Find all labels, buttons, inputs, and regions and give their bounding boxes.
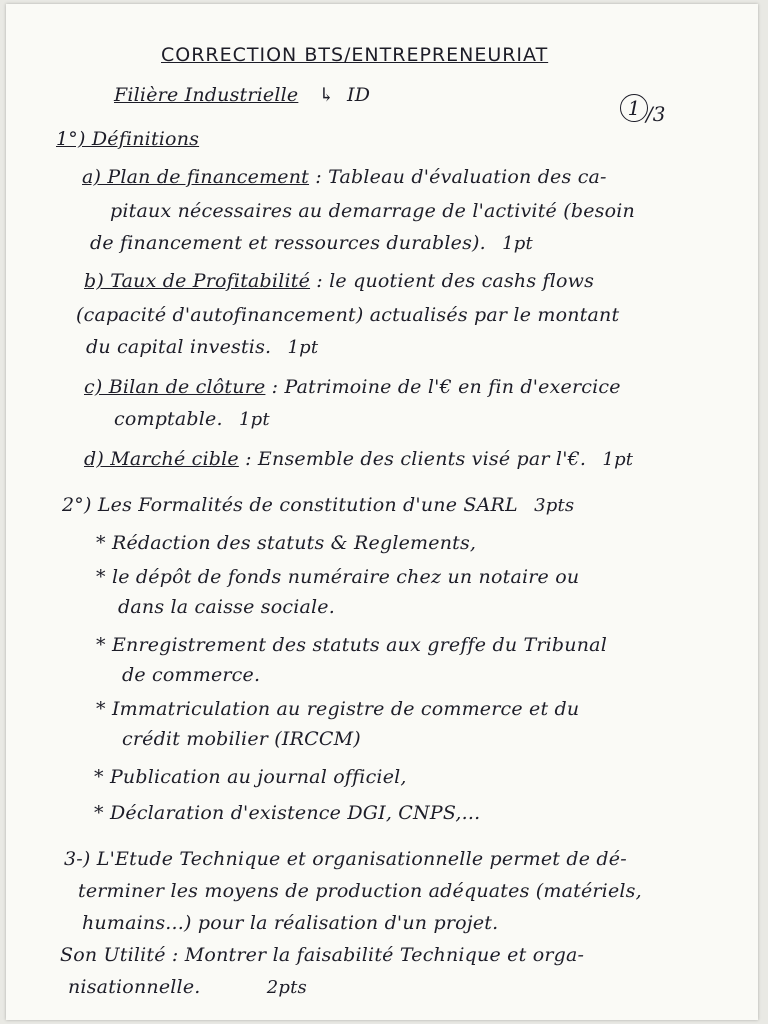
- def-c-points: 1pt: [239, 409, 270, 430]
- page-title: CORRECTION BTS/ENTREPRENEURIAT: [161, 44, 549, 66]
- section2-heading-line: [62, 494, 574, 516]
- section3-line3: humains...) pour la réalisation d'un projet.: [82, 912, 499, 934]
- section3-line5: [68, 976, 307, 998]
- def-b-text3: du capital investis.: [86, 336, 272, 358]
- formality-5: * Publication au journal officiel,: [94, 766, 407, 788]
- filiere-line: [114, 84, 370, 106]
- def-a-text: : Tableau d'évaluation des ca-: [315, 166, 607, 188]
- section3-points: 2pts: [266, 977, 307, 998]
- formality-4-line2: crédit mobilier (IRCCM): [122, 728, 361, 750]
- section1-heading: 1°) Définitions: [56, 128, 200, 150]
- def-a-term: a) Plan de financement: [82, 166, 310, 188]
- def-c-line2: [114, 408, 270, 430]
- section3-line2: terminer les moyens de production adéquates (matériels,: [78, 880, 642, 902]
- def-b-points: 1pt: [287, 337, 319, 358]
- formality-2-line1: * le dépôt de fonds numéraire chez un notaire ou: [96, 566, 580, 588]
- def-c-text: : Patrimoine de l'€ en fin d'exercice: [271, 376, 621, 398]
- page-number: [616, 92, 676, 132]
- page-total: /3: [646, 102, 666, 126]
- def-b-line2: (capacité d'autofinancement) actualisés par le montant: [76, 304, 620, 326]
- filiere-label: Filière Industrielle: [114, 84, 299, 106]
- def-d-line1: [84, 448, 633, 470]
- def-a-text3: de financement et ressources durables).: [90, 232, 486, 254]
- section3-text5: nisationnelle.: [68, 976, 201, 998]
- def-a-line2: pitaux nécessaires au demarrage de l'activité (besoin: [110, 200, 635, 222]
- section2-heading: 2°) Les Formalités de constitution d'une SARL: [62, 494, 518, 516]
- formality-6: * Déclaration d'existence DGI, CNPS,...: [94, 802, 481, 824]
- page-current: 1: [620, 94, 648, 122]
- def-a-points: 1pt: [502, 233, 533, 254]
- filiere-code: ID: [346, 84, 371, 106]
- def-c-term: c) Bilan de clôture: [84, 376, 266, 398]
- def-b-line1: [84, 270, 594, 292]
- formality-4-line1: * Immatriculation au registre de commerce et du: [96, 698, 580, 720]
- def-a-line1: [82, 166, 607, 188]
- def-b-text: : le quotient des cashs flows: [316, 270, 595, 292]
- section3-line1: 3-) L'Etude Technique et organisationnelle permet de dé-: [64, 848, 627, 870]
- answer-sheet: [6, 4, 758, 1020]
- def-b-line3: [86, 336, 318, 358]
- arrow-icon: ↳: [318, 84, 335, 106]
- formality-1: * Rédaction des statuts & Reglements,: [96, 532, 477, 554]
- def-c-text2: comptable.: [114, 408, 223, 430]
- def-d-points: 1pt: [602, 449, 634, 470]
- def-a-line3: [90, 232, 533, 254]
- section3-line4: Son Utilité : Montrer la faisabilité Technique et orga-: [60, 944, 585, 966]
- def-c-line1: [84, 376, 621, 398]
- def-b-term: b) Taux de Profitabilité: [84, 270, 311, 292]
- section2-points: 3pts: [534, 495, 575, 516]
- def-d-term: d) Marché cible: [84, 448, 239, 470]
- def-d-text: : Ensemble des clients visé par l'€.: [245, 448, 587, 470]
- formality-2-line2: dans la caisse sociale.: [118, 596, 335, 618]
- formality-3-line1: * Enregistrement des statuts aux greffe du Tribunal: [96, 634, 607, 656]
- formality-3-line2: de commerce.: [122, 664, 261, 686]
